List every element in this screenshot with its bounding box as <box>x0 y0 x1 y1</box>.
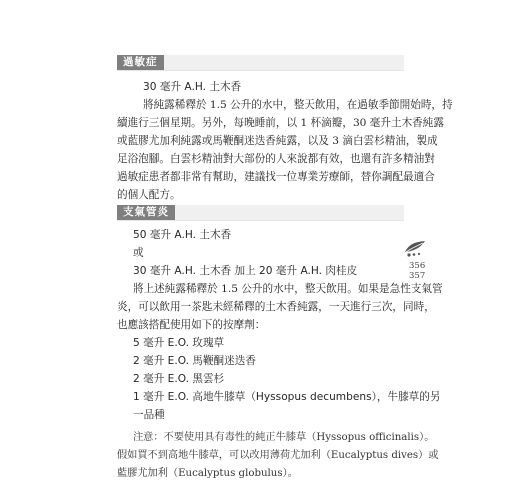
paragraph-line: 的個人配方。 <box>117 189 181 201</box>
recipe-line: 30 毫升 A.H. 土木香 加上 20 毫升 A.H. 肉桂皮 <box>133 265 358 277</box>
recipe-line: 30 毫升 A.H. 土木香 <box>143 81 242 93</box>
recipe-or: 或 <box>133 247 144 259</box>
page-number: 357 <box>409 271 426 281</box>
recipe-line: 5 毫升 E.O. 玫瑰草 <box>133 337 225 349</box>
recipe-line: 一品種 <box>133 409 165 421</box>
section-heading-allergy: 過敏症 <box>117 55 164 70</box>
recipe-line: 1 毫升 E.O. 高地牛膝草（Hyssopus decumbens），牛膝草的另 <box>133 391 441 403</box>
recipe-line: 2 毫升 E.O. 馬鞭酮迷迭香 <box>133 355 256 367</box>
paragraph-line: 過敏症患者都非常有幫助，建議找一位專業芳療師，替你調配最適合 <box>117 171 435 183</box>
paragraph-line: 將上述純露稀釋於 1.5 公升的水中，整天飲用。如果是急性支氣管 <box>133 283 443 295</box>
note-line: 藍膠尤加利（Eucalyptus globulus）。 <box>117 468 298 479</box>
paragraph-line: 也應該搭配使用如下的按摩劑： <box>117 319 266 331</box>
note-line: 注意：不要使用具有毒性的純正牛膝草（Hyssopus officinalis）。 <box>133 432 435 443</box>
paragraph-line: 將純露稀釋於 1.5 公升的水中，整天飲用，在過敏季節開始時，持 <box>143 99 453 111</box>
recipe-line: 2 毫升 E.O. 黑雲杉 <box>133 373 225 385</box>
leaf-ornament-icon <box>403 238 427 258</box>
paragraph-line: 續進行三個星期。另外，每晚睡前，以 1 杯滴瓣，30 毫升土木香純露 <box>117 117 444 129</box>
note-line: 假如買不到高地牛膝草，可以改用薄荷尤加利（Eucalyptus dives）或 <box>117 450 439 461</box>
section-heading-bronchitis: 支氣管炎 <box>117 205 175 220</box>
paragraph-line: 炎，可以飲用一茶匙未經稀釋的土木香純露，一天進行三次，同時， <box>117 301 435 313</box>
page-number: 356 <box>409 261 426 271</box>
paragraph-line: 或藍膠尤加利純露或馬鞭酮迷迭香純露，以及 3 滴白雲杉精油，製成 <box>117 135 438 147</box>
recipe-line: 50 毫升 A.H. 土木香 <box>133 229 232 241</box>
paragraph-line: 足浴泡腳。白雲杉精油對大部份的人來說都有效，也還有許多精油對 <box>117 153 435 165</box>
